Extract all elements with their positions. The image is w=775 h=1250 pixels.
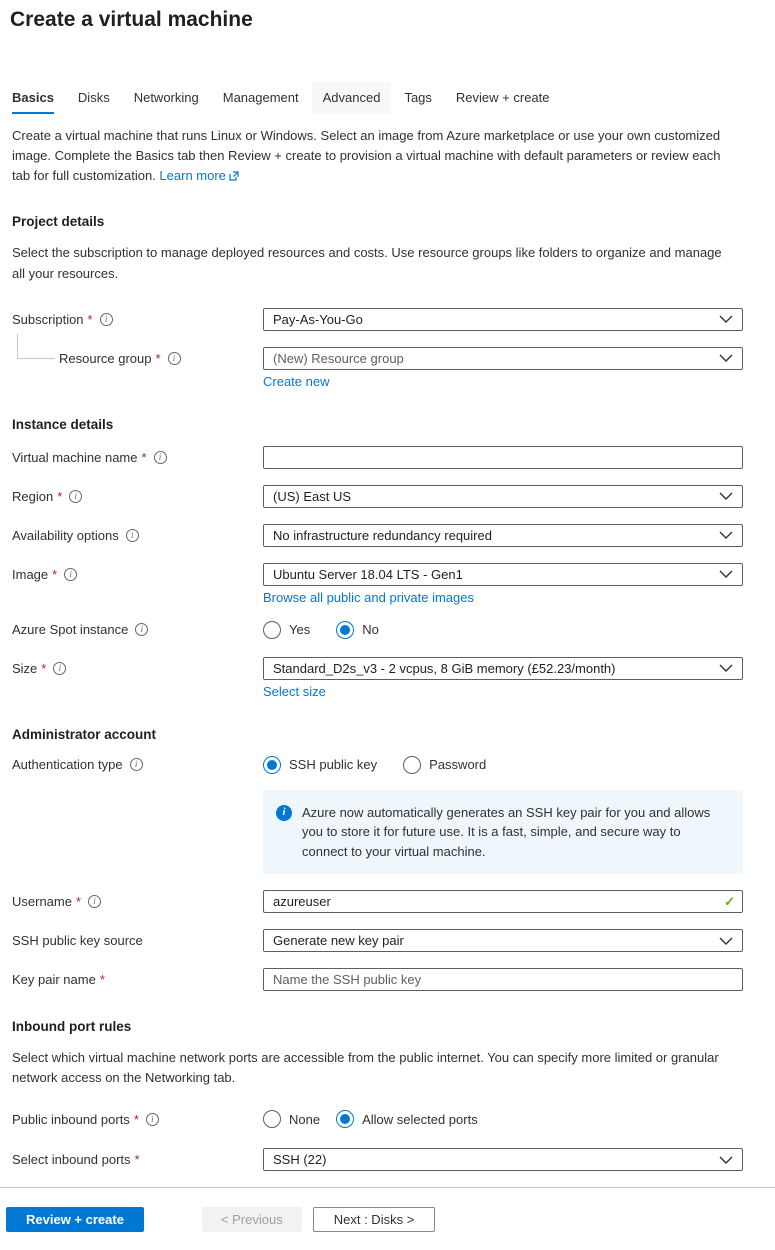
username-row [12,890,743,913]
image-row [12,563,743,586]
learn-more-link[interactable] [159,168,238,183]
image-dropdown[interactable] [263,563,743,586]
spot-label-cell [12,622,263,637]
section-heading-instance-details: Instance details [12,416,114,432]
ports-none-label: None [289,1111,321,1127]
auth-ssh-label: SSH public key [289,757,378,773]
vm-name-row [12,446,743,469]
subscription-value: Pay-As-You-Go [273,311,363,327]
ports-allow-label: Allow selected ports [362,1111,478,1127]
ports-option-none[interactable] [263,1110,320,1128]
username-label: Username [12,894,72,910]
region-label: Region [12,488,54,504]
auth-password-label: Password [429,757,487,773]
tab-management[interactable]: Management [222,90,299,105]
spot-yes-label: Yes [289,622,311,638]
project-details-description: Select the subscription to manage deployed resources and costs. Use resource groups like folders to organize and manage all your resources. [12,245,722,281]
section-heading-project-details: Project details [12,214,105,230]
public-ports-radio-group [263,1110,743,1128]
resource-group-row [12,347,743,370]
vm-name-label: Virtual machine name [12,449,138,465]
ssh-info-text: Azure now automatically generates an SSH key pair for you and allows you to store it for future use. It is a fast, simple, and secure way to connect to your virtual machine. [302,804,711,859]
image-value: Ubuntu Server 18.04 LTS - Gen1 [273,566,463,582]
key-pair-label: Key pair name [12,972,96,988]
subscription-label: Subscription [12,311,84,327]
required-marker: * [133,1111,139,1127]
select-ports-row [12,1148,743,1171]
subscription-dropdown[interactable] [263,308,743,331]
learn-more-label: Learn more [159,168,226,184]
vm-name-label-cell [12,450,263,465]
chevron-down-icon [719,354,733,362]
auth-type-label: Authentication type [12,757,123,773]
image-label: Image [12,566,49,582]
size-label: Size [12,660,38,676]
public-ports-row [12,1110,743,1128]
availability-label: Availability options [12,527,119,543]
spot-info-icon[interactable]: i [135,623,148,636]
availability-label-cell [12,528,263,543]
select-ports-dropdown[interactable] [263,1148,743,1171]
radio-unselected-icon [263,621,281,639]
spot-option-no[interactable] [336,621,379,639]
vm-name-input[interactable] [263,446,743,469]
tab-basics[interactable]: Basics [12,82,54,114]
intro-text: Create a virtual machine that runs Linux or Windows. Select an image from Azure marketplace or use your own customized image. Complete the Basics tab then Review + create to provision a virtual machine with default parameters or review each tab for full customization. [12,128,721,184]
resource-group-value: (New) Resource group [273,350,404,366]
availability-info-icon[interactable]: i [126,529,139,542]
info-filled-icon: i [276,805,292,821]
tab-bar [12,82,763,114]
region-label-cell [12,489,263,504]
image-label-cell [12,567,263,582]
username-label-cell [12,894,263,909]
required-marker: * [134,1152,140,1168]
availability-row [12,524,743,547]
chevron-down-icon [719,570,733,578]
intro-paragraph [12,126,738,186]
spot-radio-group [263,621,743,639]
username-input[interactable] [263,890,743,913]
region-value: (US) East US [273,488,352,504]
spot-instance-row [12,621,743,639]
key-pair-row [12,968,743,991]
public-ports-label-cell [12,1112,263,1127]
subscription-row [12,308,743,331]
tab-advanced[interactable]: Advanced [312,82,392,114]
ssh-source-dropdown[interactable] [263,929,743,952]
tab-tags[interactable]: Tags [404,90,432,105]
section-heading-admin-account: Administrator account [12,726,157,742]
radio-unselected-icon [403,756,421,774]
availability-value: No infrastructure redundancy required [273,527,492,543]
resource-group-dropdown[interactable] [263,347,743,370]
auth-type-row [12,756,743,774]
radio-unselected-icon [263,1110,281,1128]
username-info-icon[interactable]: i [88,895,101,908]
size-dropdown[interactable] [263,657,743,680]
inbound-ports-description: Select which virtual machine network ports are accessible from the public internet. You can specify more limited or granular network access on the Networking tab. [12,1050,719,1086]
availability-dropdown[interactable] [263,524,743,547]
auth-option-ssh[interactable] [263,756,377,774]
next-disks-button[interactable]: Next : Disks > [313,1207,436,1232]
select-ports-value: SSH (22) [273,1152,327,1168]
radio-selected-icon [336,621,354,639]
ports-option-allow[interactable] [336,1110,478,1128]
tab-networking[interactable]: Networking [133,90,199,105]
username-input-wrap [263,890,743,913]
required-marker: * [141,449,147,465]
review-create-button[interactable]: Review + create [6,1207,144,1232]
chevron-down-icon [719,315,733,323]
chevron-down-icon [719,937,733,945]
spot-no-label: No [362,622,379,638]
subscription-label-cell [12,312,263,327]
subscription-info-icon[interactable]: i [100,313,113,326]
auth-option-password[interactable] [403,756,486,774]
region-info-icon[interactable]: i [69,490,82,503]
select-ports-label: Select inbound ports [12,1152,131,1168]
select-ports-label-cell [12,1152,263,1167]
create-new-link[interactable]: Create new [263,373,330,389]
auth-type-radio-group [263,756,743,774]
external-link-icon [229,171,239,181]
chevron-down-icon [719,1156,733,1164]
size-row [12,657,743,680]
auth-type-label-cell [12,757,263,772]
auth-type-info-icon[interactable]: i [130,758,143,771]
footer-bar [0,1188,775,1250]
image-info-icon[interactable]: i [64,568,77,581]
tab-review-create[interactable]: Review + create [455,90,550,105]
public-ports-info-icon[interactable]: i [146,1113,159,1126]
radio-selected-icon [263,756,281,774]
size-value: Standard_D2s_v3 - 2 vcpus, 8 GiB memory (£52.23/month) [273,660,616,676]
required-marker: * [41,660,47,676]
resource-group-label: Resource group [59,350,152,366]
select-size-link[interactable]: Select size [263,683,326,699]
ssh-source-value: Generate new key pair [273,933,404,949]
key-pair-label-cell [12,972,263,987]
ssh-source-row [12,929,743,952]
ssh-info-box [263,790,743,875]
section-heading-inbound-ports: Inbound port rules [12,1019,132,1035]
key-pair-input[interactable] [263,968,743,991]
chevron-down-icon [719,664,733,672]
radio-selected-icon [336,1110,354,1128]
required-marker: * [75,894,82,910]
required-marker: * [87,311,93,327]
size-label-cell [12,661,263,676]
spot-option-yes[interactable] [263,621,310,639]
chevron-down-icon [719,531,733,539]
required-marker: * [99,972,105,988]
page-title: Create a virtual machine [10,8,253,31]
previous-button[interactable]: < Previous [202,1207,302,1232]
required-marker: * [155,350,161,366]
resource-group-info-icon[interactable]: i [168,352,181,365]
required-marker: * [57,488,63,504]
chevron-down-icon [719,492,733,500]
ssh-source-label-cell [12,933,263,948]
valid-check-icon: ✓ [724,893,735,909]
region-dropdown[interactable] [263,485,743,508]
ssh-source-label: SSH public key source [12,933,143,949]
size-info-icon[interactable]: i [53,662,66,675]
vm-name-info-icon[interactable]: i [154,451,167,464]
region-row [12,485,743,508]
browse-images-link[interactable]: Browse all public and private images [263,589,474,605]
tab-disks[interactable]: Disks [77,90,110,105]
tree-connector [17,334,55,359]
public-ports-label: Public inbound ports [12,1111,130,1127]
spot-label: Azure Spot instance [12,622,129,638]
required-marker: * [52,566,58,582]
